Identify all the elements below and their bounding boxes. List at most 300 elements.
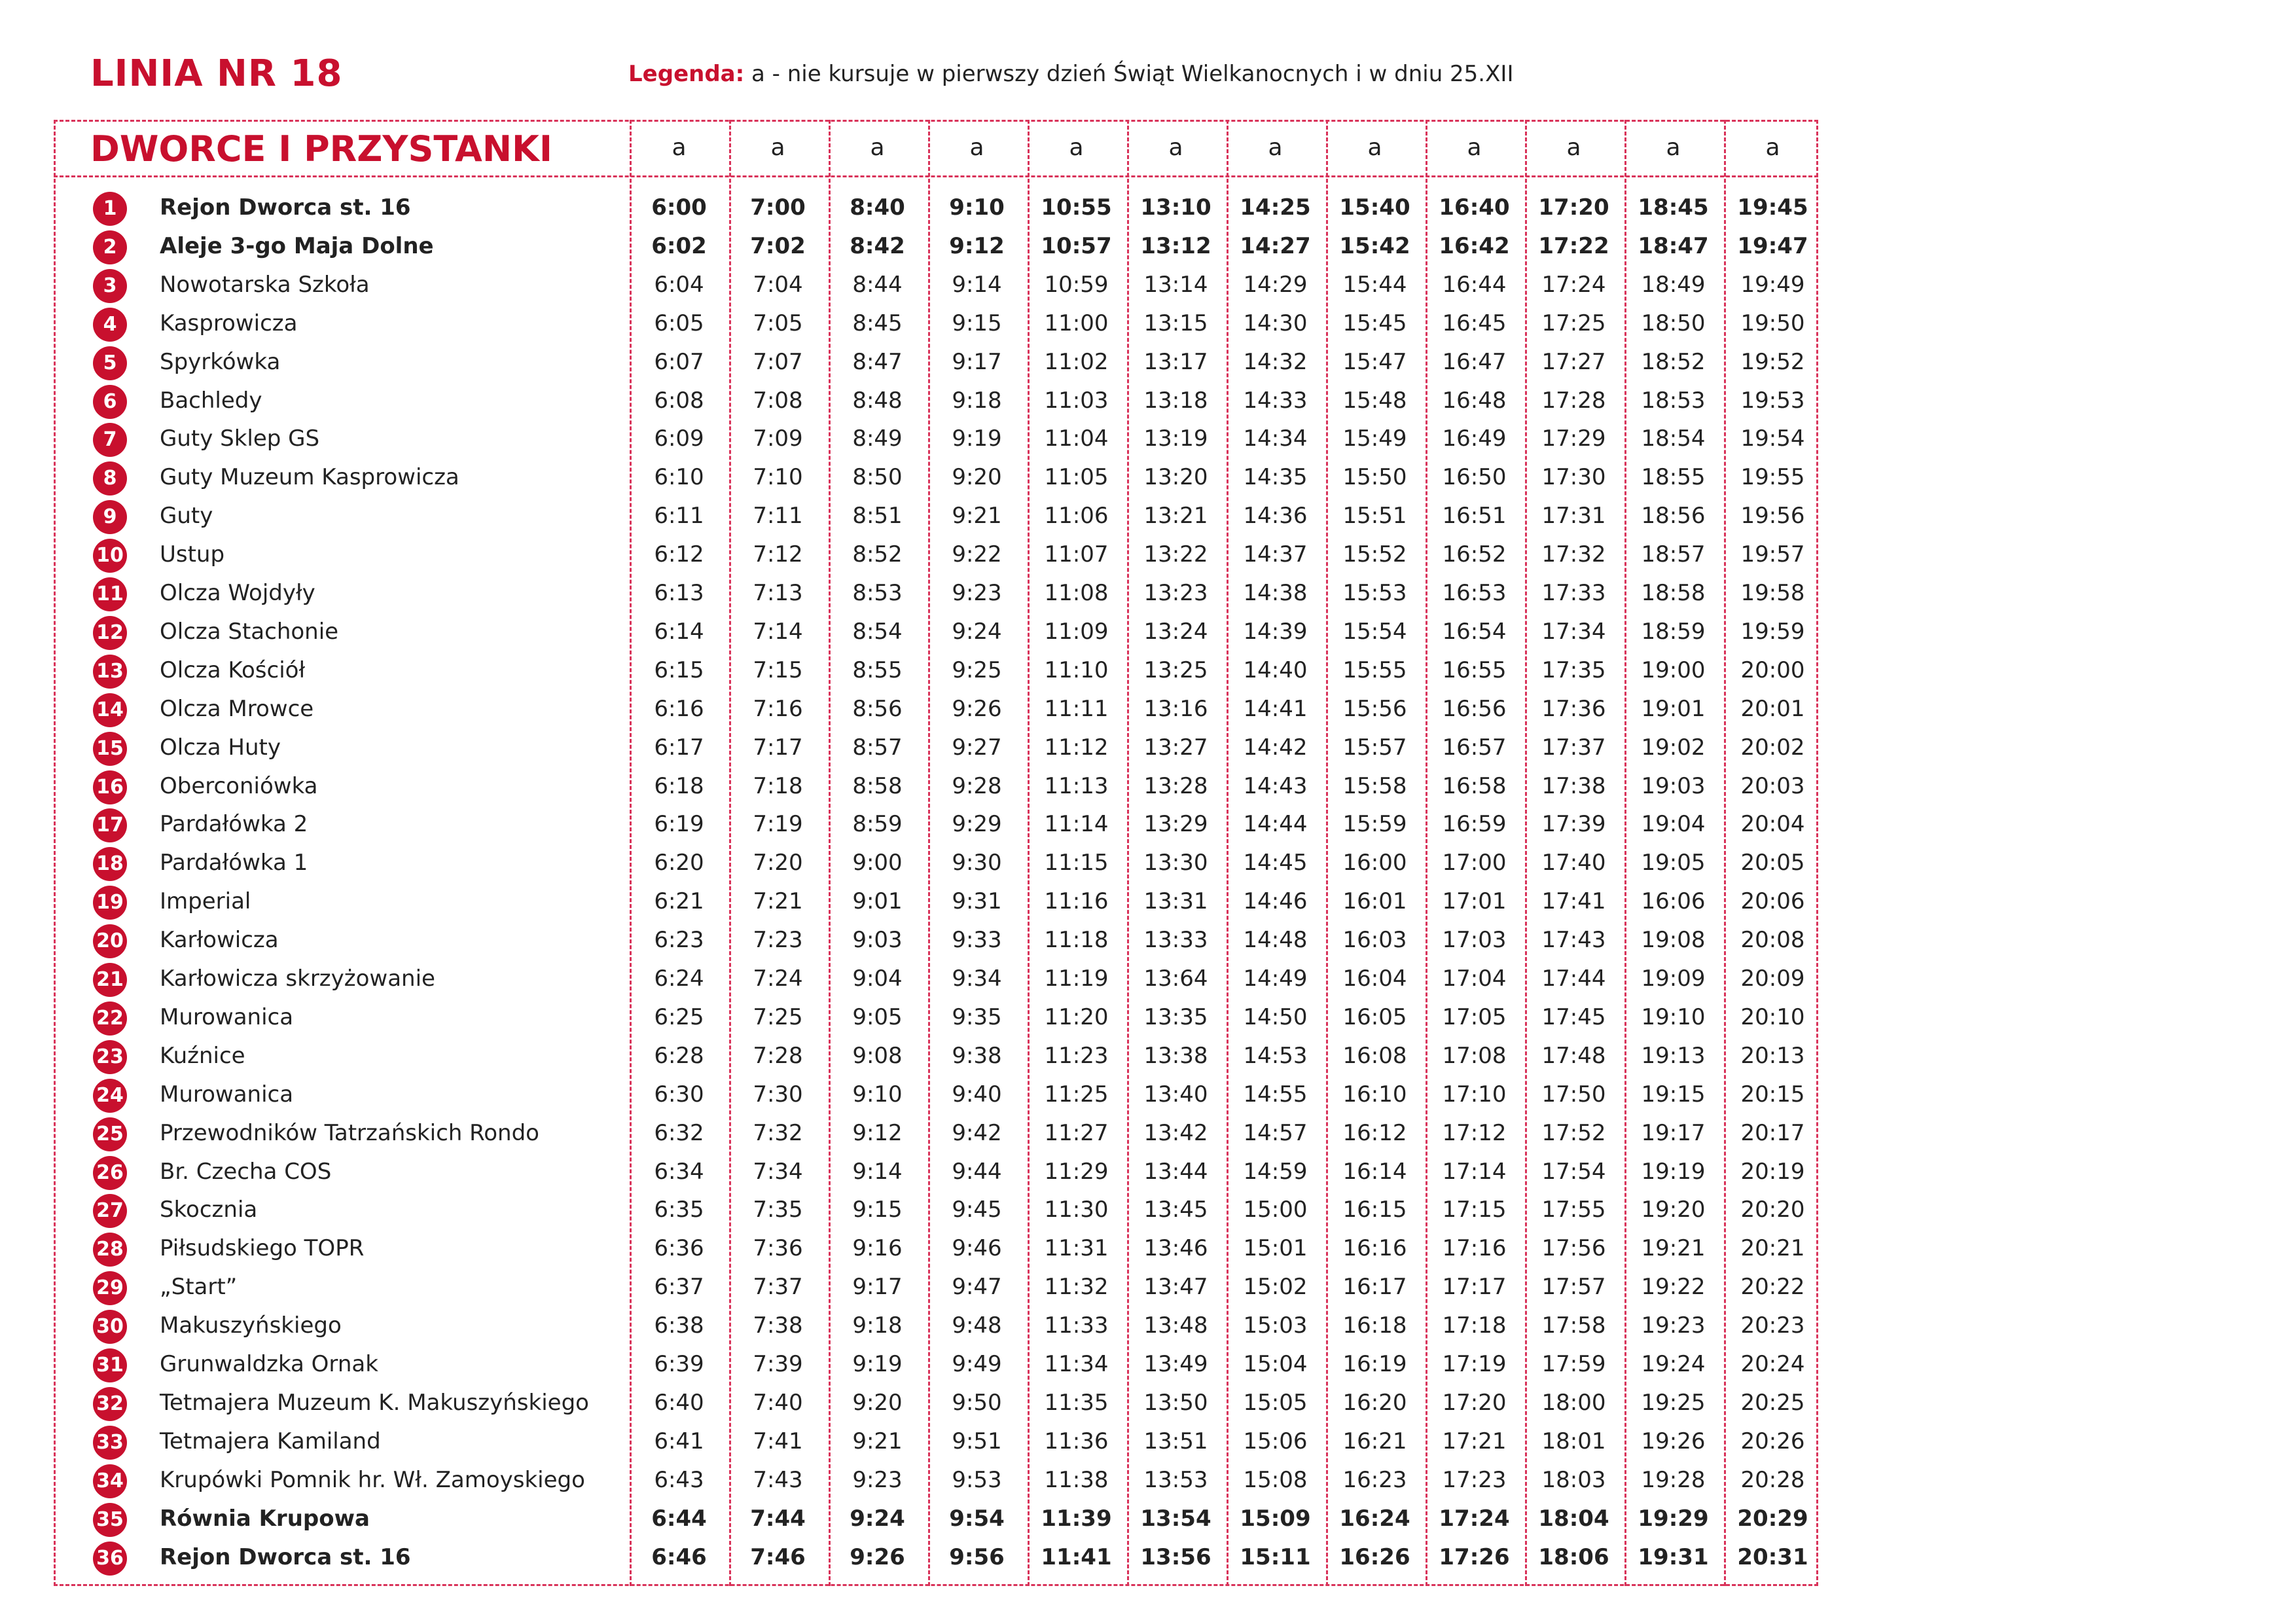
departure-time: 17:29: [1541, 425, 1606, 452]
stop-name: Guty Muzeum Kasprowicza: [160, 464, 459, 491]
stop-number-badge: 3: [93, 269, 127, 303]
departure-time: 13:29: [1143, 811, 1208, 838]
departure-time: 14:45: [1243, 850, 1308, 876]
departure-time: 19:04: [1641, 811, 1706, 838]
departure-time: 20:10: [1740, 1003, 1805, 1030]
table-row: [54, 806, 1818, 844]
departure-time: 15:45: [1342, 310, 1407, 336]
departure-time: 19:55: [1740, 464, 1805, 491]
stop-name: Olcza Mrowce: [160, 695, 314, 722]
departure-time: 7:04: [753, 271, 803, 298]
departure-time: 9:24: [952, 618, 1002, 645]
departure-time: 17:12: [1442, 1119, 1507, 1146]
departure-time: 17:50: [1541, 1081, 1606, 1108]
departure-time: 9:21: [952, 503, 1002, 530]
departure-time: 11:07: [1044, 541, 1109, 568]
departure-time: 15:51: [1342, 503, 1407, 530]
departure-time: 15:02: [1243, 1274, 1308, 1301]
departure-time: 17:26: [1439, 1543, 1510, 1570]
departure-time: 7:41: [753, 1428, 803, 1454]
departure-time: 19:23: [1641, 1312, 1706, 1339]
departure-time: 7:10: [753, 464, 803, 491]
departure-time: 11:29: [1044, 1158, 1109, 1185]
departure-time: 8:52: [852, 541, 903, 568]
departure-time: 9:34: [952, 965, 1002, 992]
departure-time: 17:21: [1442, 1428, 1507, 1454]
departure-time: 7:08: [753, 387, 803, 414]
departure-time: 17:37: [1541, 734, 1606, 761]
departure-time: 7:36: [753, 1235, 803, 1262]
stop-number-badge: 32: [93, 1387, 127, 1421]
departure-time: 6:40: [654, 1389, 704, 1416]
departure-time: 14:55: [1243, 1081, 1308, 1108]
stop-name: „Start”: [160, 1274, 238, 1301]
departure-time: 13:21: [1143, 503, 1208, 530]
departure-time: 16:01: [1342, 888, 1407, 915]
departure-time: 6:10: [654, 464, 704, 491]
column-mark: a: [1268, 134, 1283, 161]
table-row: [54, 1192, 1818, 1230]
column-mark: a: [1069, 134, 1084, 161]
departure-time: 11:16: [1044, 888, 1109, 915]
departure-time: 7:18: [753, 772, 803, 799]
departure-time: 14:46: [1243, 888, 1308, 915]
departure-time: 17:52: [1541, 1119, 1606, 1146]
departure-time: 15:06: [1243, 1428, 1308, 1454]
column-mark: a: [1168, 134, 1183, 161]
table-row: [54, 1038, 1818, 1076]
departure-time: 17:55: [1541, 1197, 1606, 1223]
departure-time: 14:32: [1243, 348, 1308, 375]
stop-number-badge: 18: [93, 847, 127, 881]
departure-time: 13:28: [1143, 772, 1208, 799]
departure-time: 7:02: [750, 232, 806, 259]
departure-time: 16:04: [1342, 965, 1407, 992]
stop-name: Nowotarska Szkoła: [160, 271, 370, 298]
departure-time: 8:42: [850, 232, 905, 259]
stop-name: Bachledy: [160, 387, 262, 414]
departure-time: 9:19: [952, 425, 1002, 452]
departure-time: 15:58: [1342, 772, 1407, 799]
departure-time: 9:27: [952, 734, 1002, 761]
departure-time: 9:22: [952, 541, 1002, 568]
departure-time: 20:24: [1740, 1351, 1805, 1377]
stop-number-badge: 7: [93, 423, 127, 457]
departure-time: 19:21: [1641, 1235, 1706, 1262]
departure-time: 18:45: [1638, 194, 1709, 221]
departure-time: 19:02: [1641, 734, 1706, 761]
departure-time: 14:37: [1243, 541, 1308, 568]
departure-time: 13:15: [1143, 310, 1208, 336]
stop-name: Makuszyńskiego: [160, 1312, 342, 1339]
departure-time: 9:44: [952, 1158, 1002, 1185]
departure-time: 11:23: [1044, 1042, 1109, 1069]
departure-time: 7:05: [753, 310, 803, 336]
departure-time: 15:55: [1342, 657, 1407, 683]
departure-time: 16:00: [1342, 850, 1407, 876]
departure-time: 17:23: [1442, 1466, 1507, 1493]
departure-time: 19:54: [1740, 425, 1805, 452]
column-mark: a: [1467, 134, 1482, 161]
departure-time: 17:17: [1442, 1274, 1507, 1301]
departure-time: 6:19: [654, 811, 704, 838]
departure-time: 20:01: [1740, 695, 1805, 722]
departure-time: 13:45: [1143, 1197, 1208, 1223]
departure-time: 16:10: [1342, 1081, 1407, 1108]
table-row: [54, 1077, 1818, 1115]
stop-name: Spyrkówka: [160, 348, 281, 375]
departure-time: 17:10: [1442, 1081, 1507, 1108]
departure-time: 19:25: [1641, 1389, 1706, 1416]
table-row: [54, 575, 1818, 613]
departure-time: 11:02: [1044, 348, 1109, 375]
departure-time: 19:28: [1641, 1466, 1706, 1493]
departure-time: 13:42: [1143, 1119, 1208, 1146]
departure-time: 15:00: [1243, 1197, 1308, 1223]
departure-time: 20:29: [1737, 1505, 1808, 1532]
stop-number-badge: 6: [93, 385, 127, 419]
departure-time: 15:54: [1342, 618, 1407, 645]
departure-time: 6:05: [654, 310, 704, 336]
departure-time: 17:28: [1541, 387, 1606, 414]
stop-number-badge: 1: [93, 192, 127, 226]
departure-time: 18:55: [1641, 464, 1706, 491]
departure-time: 6:36: [654, 1235, 704, 1262]
departure-time: 20:26: [1740, 1428, 1805, 1454]
departure-time: 8:50: [852, 464, 903, 491]
departure-time: 13:24: [1143, 618, 1208, 645]
departure-time: 17:48: [1541, 1042, 1606, 1069]
departure-time: 11:33: [1044, 1312, 1109, 1339]
departure-time: 7:20: [753, 850, 803, 876]
stop-number-badge: 34: [93, 1464, 127, 1498]
departure-time: 15:52: [1342, 541, 1407, 568]
departure-time: 20:21: [1740, 1235, 1805, 1262]
departure-time: 8:51: [852, 503, 903, 530]
departure-time: 13:30: [1143, 850, 1208, 876]
departure-time: 8:56: [852, 695, 903, 722]
departure-time: 7:16: [753, 695, 803, 722]
column-mark: a: [672, 134, 687, 161]
departure-time: 16:05: [1342, 1003, 1407, 1030]
departure-time: 9:10: [852, 1081, 903, 1108]
departure-time: 9:19: [852, 1351, 903, 1377]
departure-time: 7:23: [753, 927, 803, 954]
departure-time: 19:05: [1641, 850, 1706, 876]
departure-time: 8:48: [852, 387, 903, 414]
departure-time: 17:56: [1541, 1235, 1606, 1262]
departure-time: 9:33: [952, 927, 1002, 954]
departure-time: 18:53: [1641, 387, 1706, 414]
departure-time: 18:01: [1541, 1428, 1606, 1454]
departure-time: 16:03: [1342, 927, 1407, 954]
departure-time: 6:37: [654, 1274, 704, 1301]
column-mark: a: [969, 134, 984, 161]
departure-time: 9:53: [952, 1466, 1002, 1493]
departure-time: 9:01: [852, 888, 903, 915]
departure-time: 6:17: [654, 734, 704, 761]
departure-time: 19:03: [1641, 772, 1706, 799]
departure-time: 13:56: [1140, 1543, 1211, 1570]
departure-time: 6:02: [651, 232, 707, 259]
departure-time: 19:08: [1641, 927, 1706, 954]
departure-time: 11:08: [1044, 580, 1109, 606]
departure-time: 9:18: [952, 387, 1002, 414]
departure-time: 10:59: [1044, 271, 1109, 298]
departure-time: 13:25: [1143, 657, 1208, 683]
departure-time: 7:24: [753, 965, 803, 992]
departure-time: 14:27: [1240, 232, 1311, 259]
departure-time: 20:13: [1740, 1042, 1805, 1069]
departure-time: 20:28: [1740, 1466, 1805, 1493]
departure-time: 9:20: [852, 1389, 903, 1416]
table-row: [54, 1154, 1818, 1192]
stop-name: Przewodników Tatrzańskich Rondo: [160, 1119, 539, 1146]
departure-time: 18:47: [1638, 232, 1709, 259]
departure-time: 15:09: [1240, 1505, 1311, 1532]
stop-number-badge: 9: [93, 500, 127, 534]
column-mark: a: [1566, 134, 1581, 161]
departure-time: 18:03: [1541, 1466, 1606, 1493]
departure-time: 6:34: [654, 1158, 704, 1185]
departure-time: 7:11: [753, 503, 803, 530]
departure-time: 17:43: [1541, 927, 1606, 954]
departure-time: 9:08: [852, 1042, 903, 1069]
departure-time: 9:29: [952, 811, 1002, 838]
departure-time: 16:45: [1442, 310, 1507, 336]
departure-time: 13:35: [1143, 1003, 1208, 1030]
departure-time: 9:46: [952, 1235, 1002, 1262]
departure-time: 8:53: [852, 580, 903, 606]
table-row: [54, 1115, 1818, 1153]
departure-time: 15:40: [1339, 194, 1410, 221]
departure-time: 9:25: [952, 657, 1002, 683]
stop-name: Rejon Dworca st. 16: [160, 1543, 411, 1570]
departure-time: 14:43: [1243, 772, 1308, 799]
stop-number-badge: 2: [93, 230, 127, 264]
departure-time: 17:20: [1442, 1389, 1507, 1416]
stop-name: Karłowicza: [160, 927, 279, 954]
departure-time: 9:54: [949, 1505, 1005, 1532]
departure-time: 16:20: [1342, 1389, 1407, 1416]
departure-time: 16:42: [1439, 232, 1510, 259]
departure-time: 17:41: [1541, 888, 1606, 915]
departure-time: 17:15: [1442, 1197, 1507, 1223]
departure-time: 9:31: [952, 888, 1002, 915]
departure-time: 13:16: [1143, 695, 1208, 722]
stop-number-badge: 12: [93, 616, 127, 650]
departure-time: 16:58: [1442, 772, 1507, 799]
stop-name: Olcza Kościół: [160, 657, 306, 683]
departure-time: 17:19: [1442, 1351, 1507, 1377]
departure-time: 19:56: [1740, 503, 1805, 530]
departure-time: 8:55: [852, 657, 903, 683]
table-row: [54, 1346, 1818, 1384]
departure-time: 6:44: [651, 1505, 707, 1532]
departure-time: 19:09: [1641, 965, 1706, 992]
departure-time: 7:07: [753, 348, 803, 375]
departure-time: 16:54: [1442, 618, 1507, 645]
departure-time: 9:15: [952, 310, 1002, 336]
table-row: [54, 190, 1818, 228]
departure-time: 14:29: [1243, 271, 1308, 298]
departure-time: 16:24: [1339, 1505, 1410, 1532]
departure-time: 18:58: [1641, 580, 1706, 606]
departure-time: 19:52: [1740, 348, 1805, 375]
departure-time: 16:52: [1442, 541, 1507, 568]
departure-time: 16:06: [1641, 888, 1706, 915]
departure-time: 6:38: [654, 1312, 704, 1339]
departure-time: 20:25: [1740, 1389, 1805, 1416]
departure-time: 11:35: [1044, 1389, 1109, 1416]
departure-time: 11:19: [1044, 965, 1109, 992]
departure-time: 14:44: [1243, 811, 1308, 838]
column-mark: a: [1666, 134, 1681, 161]
table-row: [54, 537, 1818, 575]
departure-time: 9:14: [952, 271, 1002, 298]
departure-time: 11:05: [1044, 464, 1109, 491]
stop-number-badge: 4: [93, 308, 127, 342]
departure-time: 7:14: [753, 618, 803, 645]
departure-time: 11:20: [1044, 1003, 1109, 1030]
departure-time: 9:12: [949, 232, 1005, 259]
departure-time: 16:59: [1442, 811, 1507, 838]
departure-time: 6:43: [654, 1466, 704, 1493]
departure-time: 6:21: [654, 888, 704, 915]
departure-time: 6:28: [654, 1042, 704, 1069]
departure-time: 9:20: [952, 464, 1002, 491]
departure-time: 11:12: [1044, 734, 1109, 761]
departure-time: 17:00: [1442, 850, 1507, 876]
stop-number-badge: 8: [93, 461, 127, 496]
table-row: [54, 1462, 1818, 1500]
page-title: LINIA NR 18: [90, 52, 343, 95]
table-row: [54, 1540, 1818, 1578]
stop-number-badge: 27: [93, 1194, 127, 1228]
table-row: [54, 344, 1818, 382]
departure-time: 7:34: [753, 1158, 803, 1185]
departure-time: 6:11: [654, 503, 704, 530]
departure-time: 7:28: [753, 1042, 803, 1069]
departure-time: 16:40: [1439, 194, 1510, 221]
stop-name: Ustup: [160, 541, 225, 568]
departure-time: 7:46: [750, 1543, 806, 1570]
departure-time: 20:22: [1740, 1274, 1805, 1301]
departure-time: 17:33: [1541, 580, 1606, 606]
departure-time: 15:42: [1339, 232, 1410, 259]
departure-time: 7:35: [753, 1197, 803, 1223]
departure-time: 7:09: [753, 425, 803, 452]
stop-number-badge: 26: [93, 1156, 127, 1190]
departure-time: 17:40: [1541, 850, 1606, 876]
stop-name: Olcza Huty: [160, 734, 281, 761]
departure-time: 17:59: [1541, 1351, 1606, 1377]
departure-time: 18:06: [1538, 1543, 1609, 1570]
departure-time: 7:12: [753, 541, 803, 568]
column-mark: a: [770, 134, 785, 161]
departure-time: 13:50: [1143, 1389, 1208, 1416]
departure-time: 13:31: [1143, 888, 1208, 915]
stop-number-badge: 29: [93, 1271, 127, 1305]
stop-name: Tetmajera Kamiland: [160, 1428, 381, 1454]
departure-time: 16:18: [1342, 1312, 1407, 1339]
departure-time: 16:26: [1339, 1543, 1410, 1570]
stop-name: Piłsudskiego TOPR: [160, 1235, 365, 1262]
stop-number-badge: 31: [93, 1348, 127, 1382]
departure-time: 7:15: [753, 657, 803, 683]
departure-time: 18:52: [1641, 348, 1706, 375]
column-mark: a: [1367, 134, 1382, 161]
departure-time: 9:17: [952, 348, 1002, 375]
departure-time: 9:56: [949, 1543, 1005, 1570]
departure-time: 19:17: [1641, 1119, 1706, 1146]
departure-time: 13:64: [1143, 965, 1208, 992]
stop-number-badge: 10: [93, 539, 127, 573]
departure-time: 15:11: [1240, 1543, 1311, 1570]
table-row: [54, 383, 1818, 421]
departure-time: 7:39: [753, 1351, 803, 1377]
stop-number-badge: 21: [93, 963, 127, 997]
departure-time: 15:49: [1342, 425, 1407, 452]
departure-time: 13:46: [1143, 1235, 1208, 1262]
departure-time: 14:34: [1243, 425, 1308, 452]
table-row: [54, 922, 1818, 960]
departure-time: 13:53: [1143, 1466, 1208, 1493]
departure-time: 17:14: [1442, 1158, 1507, 1185]
departure-time: 13:23: [1143, 580, 1208, 606]
departure-time: 9:04: [852, 965, 903, 992]
stop-number-badge: 14: [93, 693, 127, 727]
departure-time: 19:57: [1740, 541, 1805, 568]
departure-time: 17:44: [1541, 965, 1606, 992]
departure-time: 11:13: [1044, 772, 1109, 799]
departure-time: 11:11: [1044, 695, 1109, 722]
departure-time: 8:44: [852, 271, 903, 298]
departure-time: 18:56: [1641, 503, 1706, 530]
departure-time: 19:59: [1740, 618, 1805, 645]
table-row: [54, 1269, 1818, 1307]
departure-time: 9:50: [952, 1389, 1002, 1416]
departure-time: 19:00: [1641, 657, 1706, 683]
departure-time: 20:06: [1740, 888, 1805, 915]
departure-time: 17:01: [1442, 888, 1507, 915]
departure-time: 6:13: [654, 580, 704, 606]
departure-time: 8:54: [852, 618, 903, 645]
departure-time: 16:21: [1342, 1428, 1407, 1454]
stop-name: Grunwaldzka Ornak: [160, 1351, 378, 1377]
departure-time: 7:37: [753, 1274, 803, 1301]
table-row: [54, 653, 1818, 691]
departure-time: 18:50: [1641, 310, 1706, 336]
departure-time: 14:41: [1243, 695, 1308, 722]
departure-time: 15:05: [1243, 1389, 1308, 1416]
departure-time: 19:19: [1641, 1158, 1706, 1185]
stop-number-badge: 33: [93, 1426, 127, 1460]
table-row: [54, 884, 1818, 922]
departure-time: 9:23: [852, 1466, 903, 1493]
departure-time: 11:30: [1044, 1197, 1109, 1223]
departure-time: 9:38: [952, 1042, 1002, 1069]
departure-time: 11:39: [1041, 1505, 1112, 1532]
departure-time: 13:51: [1143, 1428, 1208, 1454]
column-mark: a: [1765, 134, 1780, 161]
departure-time: 6:08: [654, 387, 704, 414]
departure-time: 6:46: [651, 1543, 707, 1570]
table-row: [54, 1501, 1818, 1539]
departure-time: 9:03: [852, 927, 903, 954]
departure-time: 11:41: [1041, 1543, 1112, 1570]
departure-time: 9:16: [852, 1235, 903, 1262]
